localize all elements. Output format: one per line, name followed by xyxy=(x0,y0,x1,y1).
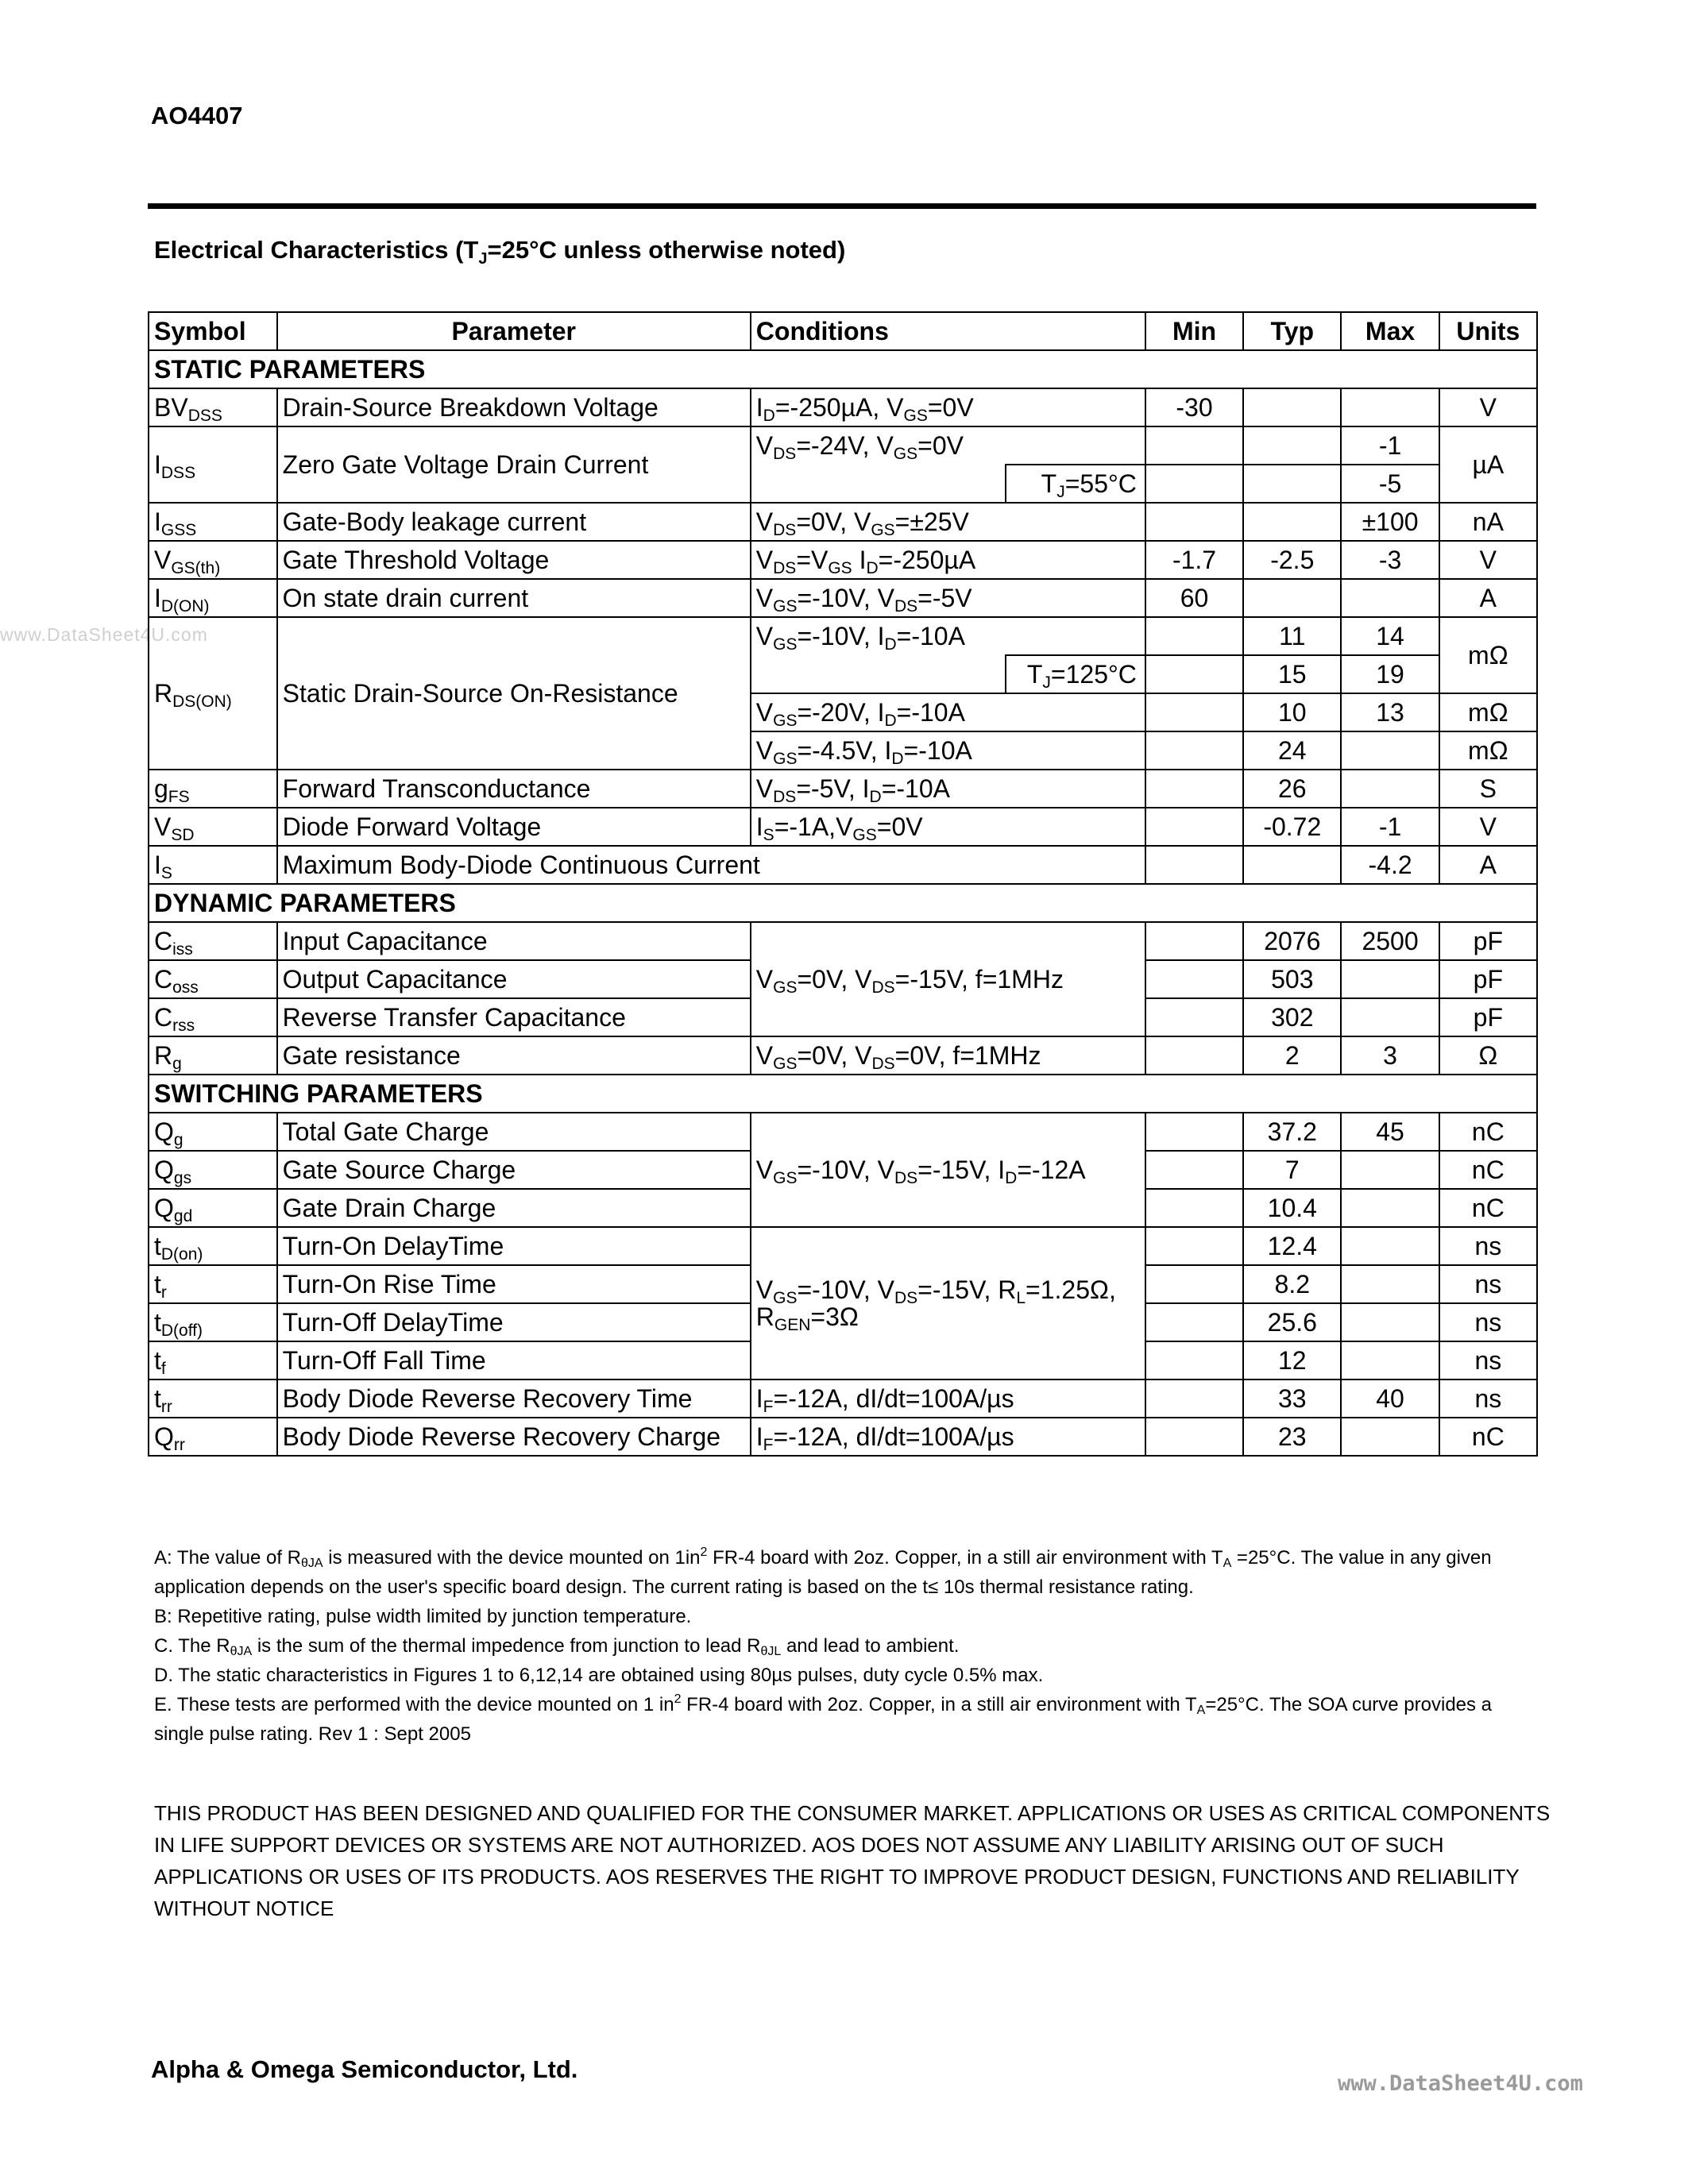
table-row: $t_{rr}$ Body Diode Reverse Recovery Time $I_F=-12A$, dI/dt=100A/µs 33 40 ns xyxy=(149,1379,1537,1418)
watermark-right: www.DataSheet4U.com xyxy=(1338,2071,1583,2096)
disclaimer: THIS PRODUCT HAS BEEN DESIGNED AND QUALIFIED FOR THE CONSUMER MARKET. APPLICATIONS OR USES AS CRITICAL COMPONENTS IN LIFE SUPPORT DEVICES OR SYSTEMS ARE NOT AUTHORIZED. AOS DOES NOT ASSUME ANY LIABILITY ARISING OUT OF SUCH APPLICATIONS OR USES OF ITS PRODUCTS. AOS RESERVES THE RIGHT TO IMPROVE PRODUCT DESIGN, FUNCTIONS AND RELIABILITY WITHOUT NOTICE xyxy=(154,1801,1551,1920)
table-row: $I_S$ Maximum Body-Diode Continuous Current -4.2 A xyxy=(149,846,1537,884)
section-static: STATIC PARAMETERS xyxy=(149,350,1537,388)
section-dynamic: DYNAMIC PARAMETERS xyxy=(149,884,1537,922)
table-row: $Q_g$ Total Gate Charge $V_{GS}=-10V$, $V_{DS}=-15V$, $I_D=-12A$ 37.2 45 nC xyxy=(149,1113,1537,1151)
table-row: $I_{D(ON)}$ On state drain current $V_{GS}=-10V$, $V_{DS}=-5V$ 60 A xyxy=(149,579,1537,617)
note-c: C. The $R_{\theta JA}$ is the sum of the thermal impedence from junction to lead $R_{\theta JL}$ and lead to ambient. xyxy=(154,1635,960,1658)
table-row: $V_{SD}$ Diode Forward Voltage $I_S=-1A,V_{GS}=0V$ -0.72 -1 V xyxy=(149,808,1537,846)
table-row: $C_{iss}$ Input Capacitance $V_{GS}=0V$, $V_{DS}=-15V$, f=1MHz 2076 2500 pF xyxy=(149,922,1537,960)
col-units: Units xyxy=(1439,312,1537,350)
watermark-left: www.DataSheet4U.com xyxy=(0,624,208,645)
note-e: E. These tests are performed with the device mounted on 1 $in^2$ FR-4 board with 2oz. Copper, in a still air environment with $T_A=25^\circ C$. The SOA curve provides a single pulse rating. Rev 1 : Sept 2005 xyxy=(154,1692,1493,1745)
section-title: Electrical Characteristics ($T_J=25^\circ C$ unless otherwise noted) xyxy=(154,236,846,268)
table-row: $I_{DSS}$ Zero Gate Voltage Drain Current $V_{DS}=-24V$, $V_{GS}=0V$ -1 µA xyxy=(149,426,1537,465)
table-row: $Q_{gd}$ Gate Drain Charge 10.4 nC xyxy=(149,1189,1537,1227)
part-number: AO4407 xyxy=(151,102,243,129)
table-row: $C_{rss}$ Reverse Transfer Capacitance 302 pF xyxy=(149,998,1537,1036)
table-row: $V_{GS}=-4.5V$, $I_D=-10A$ 24 mΩ xyxy=(149,731,1537,770)
table-row: $Q_{rr}$ Body Diode Reverse Recovery Charge $I_F=-12A$, dI/dt=100A/µs 23 nC xyxy=(149,1418,1537,1456)
note-b: B: Repetitive rating, pulse width limited by junction temperature. xyxy=(154,1606,692,1627)
col-min: Min xyxy=(1145,312,1243,350)
table-row: $I_{GSS}$ Gate-Body leakage current $V_{DS}=0V$, $V_{GS}=\pm 25V$ ±100 nA xyxy=(149,503,1537,541)
table-row: $C_{oss}$ Output Capacitance 503 pF xyxy=(149,960,1537,998)
col-parameter: Parameter xyxy=(277,312,751,350)
note-a: A: The value of $R_{\theta JA}$ is measured with the device mounted on $1in^2$ FR-4 board with 2oz. Copper, in a still air environment with $T_A =25^\circ C$. The value in any given application depends on the user's specific board design. The current rating is based on the t≤ 10s thermal resistance rating. xyxy=(154,1545,1492,1598)
section-switching: SWITCHING PARAMETERS xyxy=(149,1075,1537,1113)
table-row: $t_{D(on)}$ Turn-On DelayTime $V_{GS}=-10V$, $V_{DS}=-15V$, $R_L=1.25\Omega$, $R_{GEN}=3\Omega$ 12.4 ns xyxy=(149,1227,1537,1265)
table-row: $t_r$ Turn-On Rise Time 8.2 ns xyxy=(149,1265,1537,1303)
col-max: Max xyxy=(1341,312,1439,350)
note-d: D. The static characteristics in Figures 1 to 6,12,14 are obtained using 80µs pulses, duty cycle 0.5% max. xyxy=(154,1665,1044,1686)
company-name: Alpha & Omega Semiconductor, Ltd. xyxy=(151,2055,578,2083)
table-row: $T_J=55^\circ C$ -5 xyxy=(149,465,1537,503)
header-rule xyxy=(148,203,1536,209)
footnotes xyxy=(154,1543,1520,1749)
table-row: $t_f$ Turn-Off Fall Time 12 ns xyxy=(149,1341,1537,1379)
table-row: $V_{GS}=-20V$, $I_D=-10A$ 10 13 mΩ xyxy=(149,693,1537,731)
col-conditions: Conditions xyxy=(751,312,1145,350)
table-row: $g_{FS}$ Forward Transconductance $V_{DS}=-5V$, $I_D=-10A$ 26 S xyxy=(149,770,1537,808)
electrical-characteristics-table xyxy=(148,311,1538,1457)
table-row: $T_J=125^\circ C$ 15 19 xyxy=(149,655,1537,693)
table-row: $t_{D(off)}$ Turn-Off DelayTime 25.6 ns xyxy=(149,1303,1537,1341)
col-typ: Typ xyxy=(1243,312,1341,350)
table-header-row xyxy=(149,312,1537,350)
table-row: $Q_{gs}$ Gate Source Charge 7 nC xyxy=(149,1151,1537,1189)
table-row: $R_{DS(ON)}$ Static Drain-Source On-Resistance $V_{GS}=-10V$, $I_D=-10A$ 11 14 mΩ xyxy=(149,617,1537,655)
table-row: $V_{GS(th)}$ Gate Threshold Voltage $V_{DS}=V_{GS}$ $I_D=-250\mu A$ -1.7 -2.5 -3 V xyxy=(149,541,1537,579)
table-row: $R_g$ Gate resistance $V_{GS}=0V$, $V_{DS}=0V$, f=1MHz 2 3 Ω xyxy=(149,1036,1537,1075)
table-row: $BV_{DSS}$ Drain-Source Breakdown Voltage $I_D=-250\mu A$, $V_{GS}=0V$ -30 V xyxy=(149,388,1537,426)
col-symbol: Symbol xyxy=(149,312,277,350)
